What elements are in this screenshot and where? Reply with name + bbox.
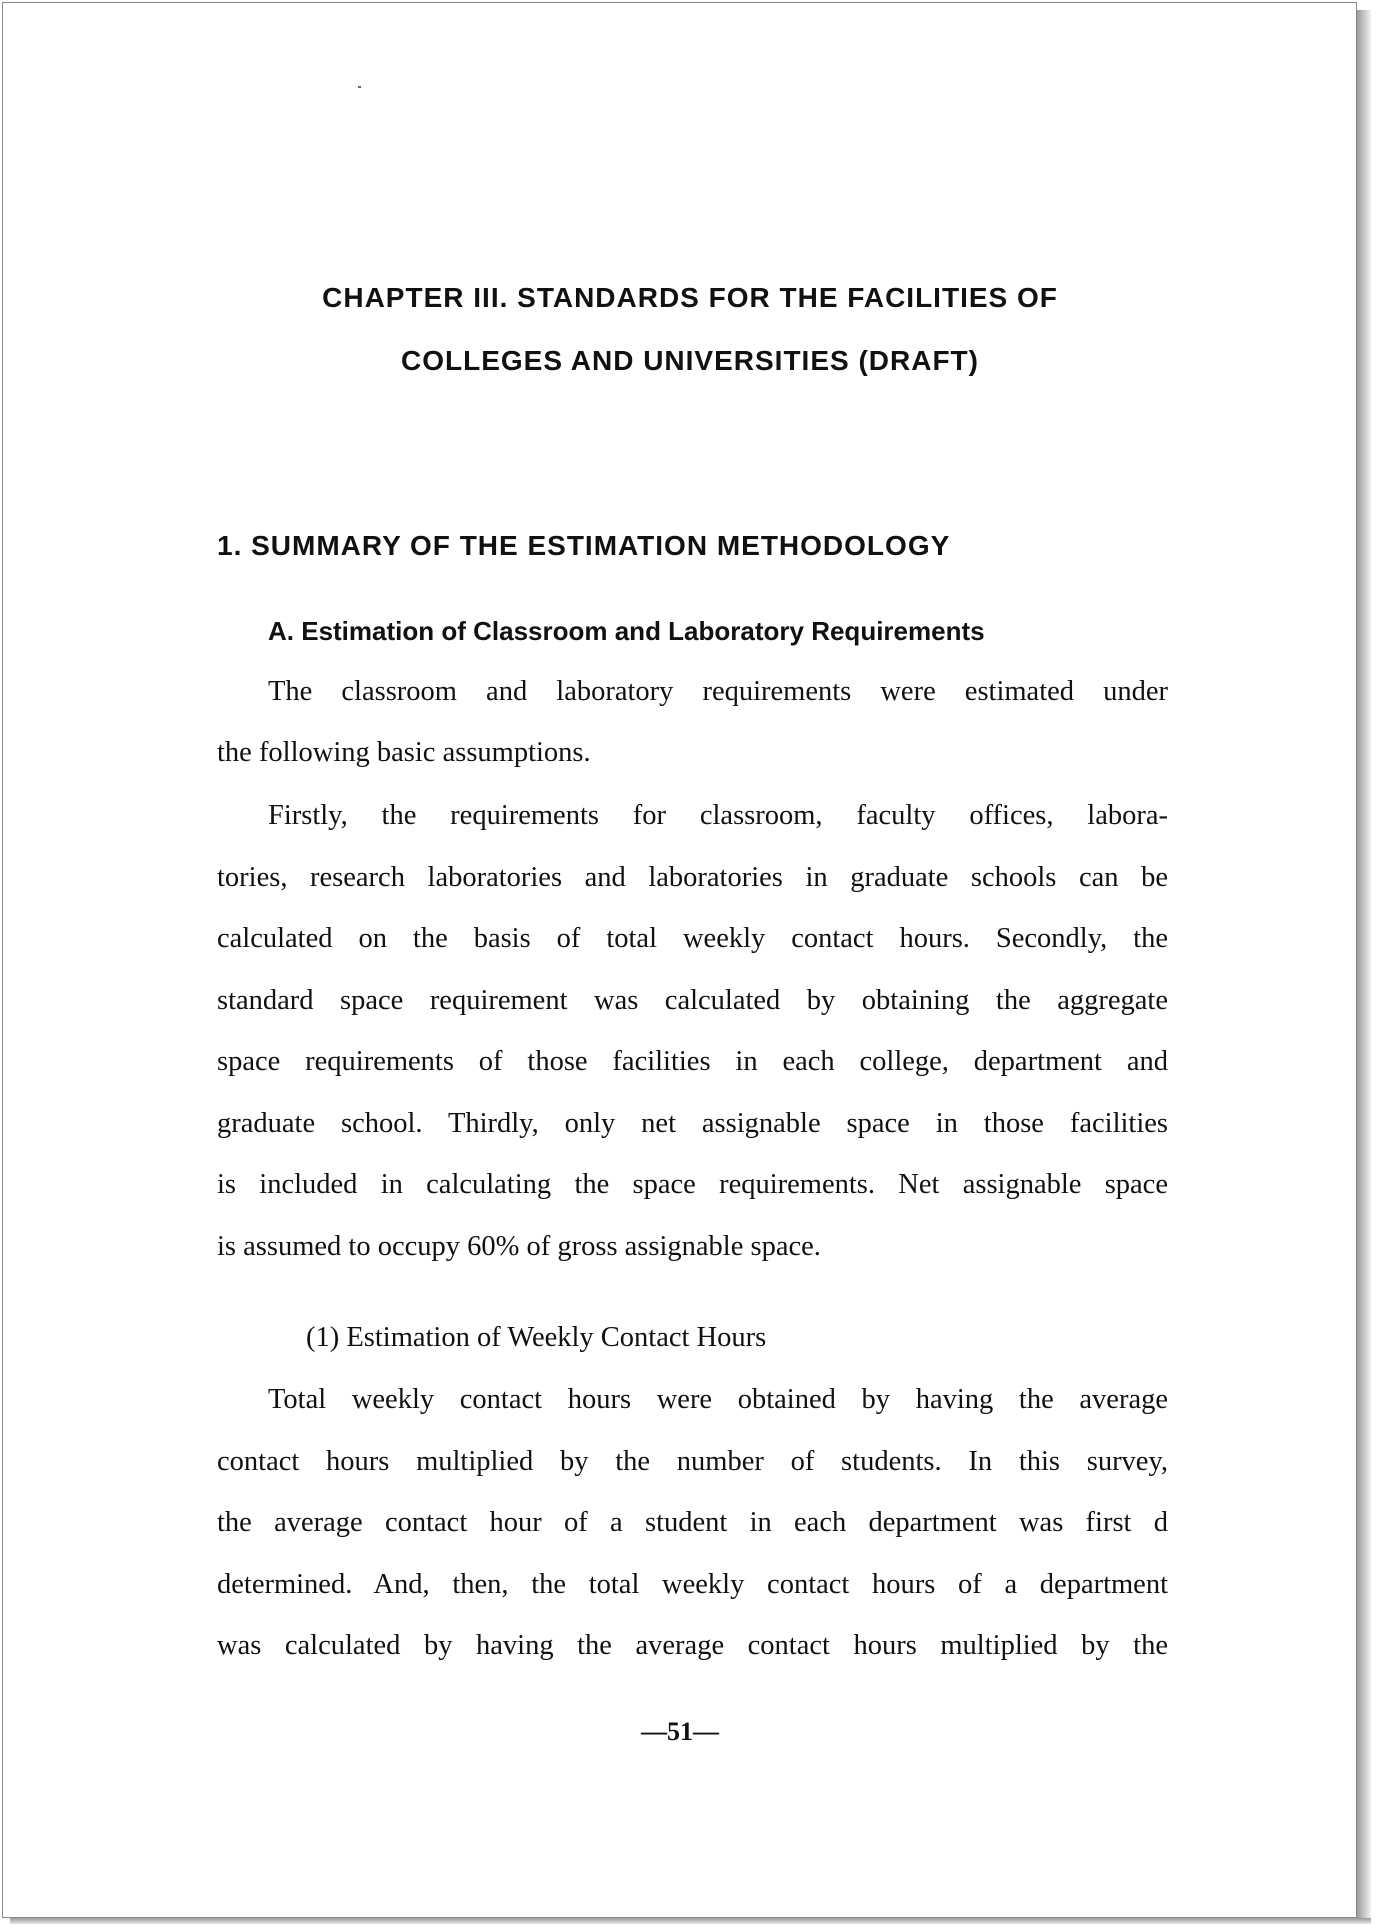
paragraph-line: The classroom and laboratory requirements were estimated under xyxy=(268,676,1168,707)
paragraph-line: calculated on the basis of total weekly contact hours. Secondly, the xyxy=(217,923,1168,954)
chapter-title-line-2: COLLEGES AND UNIVERSITIES (DRAFT) xyxy=(401,345,979,376)
paragraph-line: space requirements of those facilities in each college, department and xyxy=(217,1046,1168,1077)
paragraph-line: was calculated by having the average contact hours multiplied by the xyxy=(217,1630,1168,1661)
paragraph-line: the following basic assumptions. xyxy=(217,737,591,768)
paragraph-line: is assumed to occupy 60% of gross assignable space. xyxy=(217,1231,821,1262)
page-shadow xyxy=(10,1918,1371,1924)
paragraph-line: Firstly, the requirements for classroom, faculty offices, labora- xyxy=(268,800,1168,831)
paragraph-line: determined. And, then, the total weekly contact hours of a department xyxy=(217,1569,1168,1600)
paragraph-line: contact hours multiplied by the number of students. In this survey, xyxy=(217,1446,1168,1477)
subheading-weekly-contact-hours: (1) Estimation of Weekly Contact Hours xyxy=(306,1322,767,1353)
paragraph-line: tories, research laboratories and laboratories in graduate schools can be xyxy=(217,862,1168,893)
scan-speck xyxy=(358,86,361,88)
paragraph-line: graduate school. Thirdly, only net assignable space in those facilities xyxy=(217,1108,1168,1139)
page-shadow xyxy=(1357,10,1371,1922)
chapter-title-line-1: CHAPTER III. STANDARDS FOR THE FACILITIES OF xyxy=(322,282,1058,313)
section-heading: 1. SUMMARY OF THE ESTIMATION METHODOLOGY xyxy=(217,530,951,561)
paragraph-line: Total weekly contact hours were obtained by having the average xyxy=(268,1384,1168,1415)
subsection-heading-a: A. Estimation of Classroom and Laboratory Requirements xyxy=(268,616,985,646)
paragraph-line: the average contact hour of a student in each department was first d xyxy=(217,1507,1168,1538)
page-number: —51— xyxy=(641,1717,719,1746)
paragraph-line: standard space requirement was calculated by obtaining the aggregate xyxy=(217,985,1168,1016)
paragraph-line: is included in calculating the space requirements. Net assignable space xyxy=(217,1169,1168,1200)
